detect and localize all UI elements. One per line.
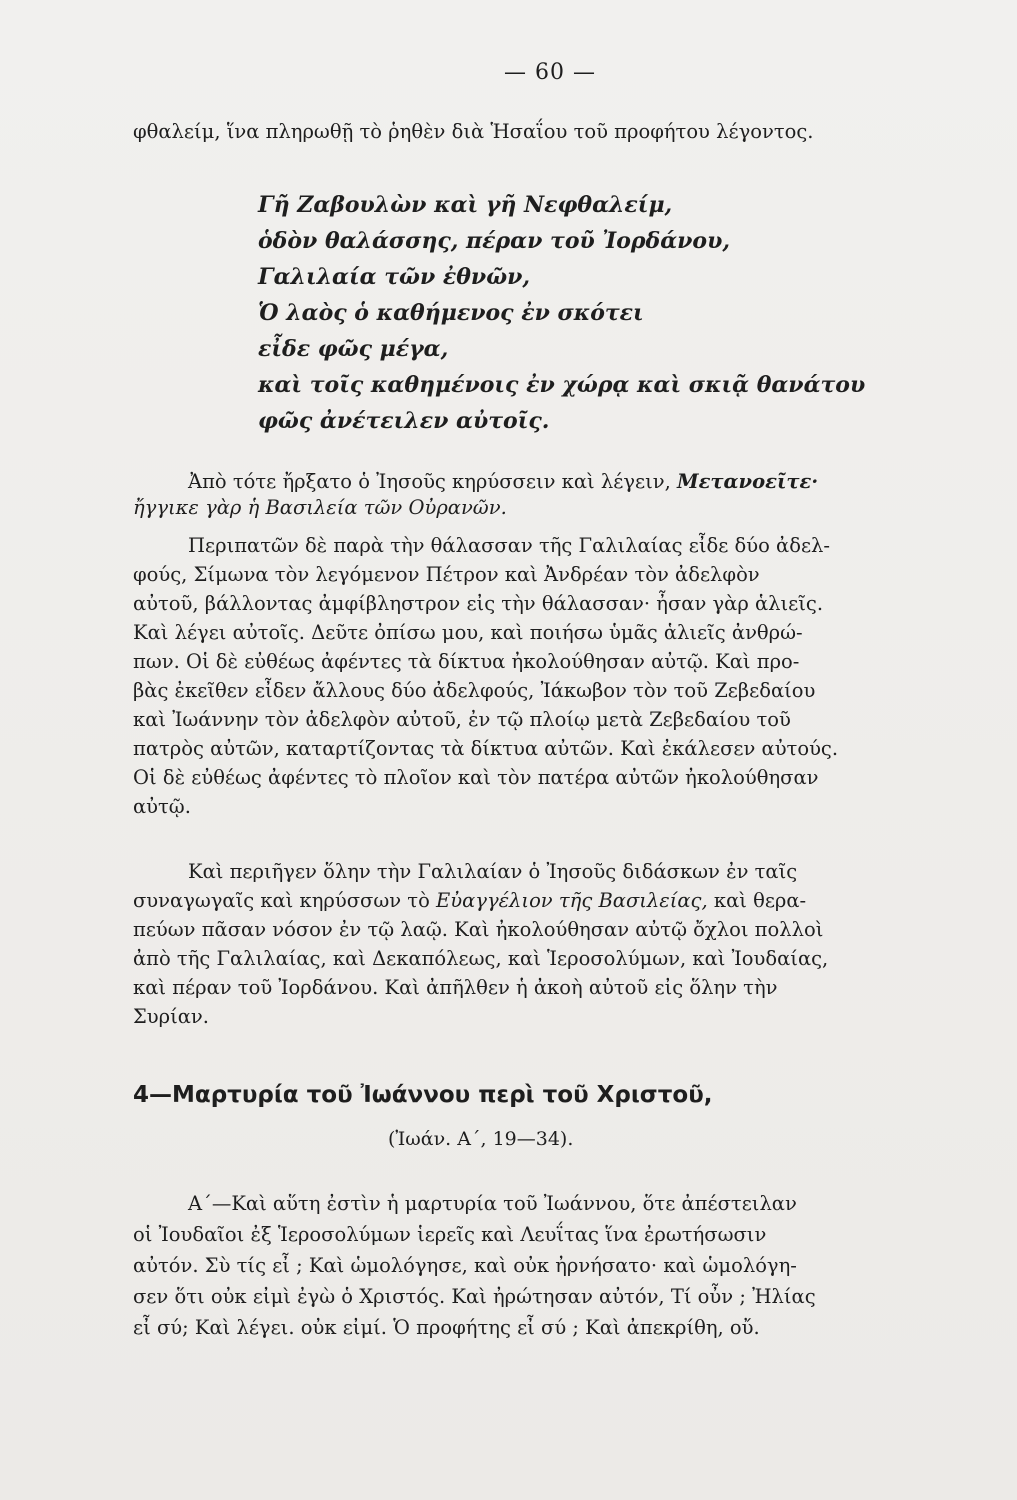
verse-line: εἶδε φῶς μέγα, xyxy=(258,336,449,362)
text-line: βὰς ἐκεῖθεν εἶδεν ἄλλους δύο ἀδελφούς, Ἰάκωβον τὸν τοῦ Ζεβεδαίου xyxy=(133,679,816,702)
verse-line: καὶ τοῖς καθημένοις ἐν χώρᾳ καὶ σκιᾷ θανάτου xyxy=(258,372,866,398)
text-line: σεν ὅτι οὐκ εἰμὶ ἐγὼ ὁ Χριστός. Καὶ ἠρώτησαν αὐτόν, Τί οὖν ; Ἠλίας xyxy=(133,1285,816,1308)
opening-line: φθαλείμ, ἵνα πληρωθῇ τὸ ῥηθὲν διὰ Ἡσαΐου τοῦ προφήτου λέγοντος. xyxy=(133,120,814,143)
verse-line: φῶς ἀνέτειλεν αὐτοῖς. xyxy=(258,408,550,434)
repent-word: Μετανοεῖτε· xyxy=(676,470,819,493)
verse-line: Γαλιλαία τῶν ἐθνῶν, xyxy=(258,264,531,290)
text-line: αὐτόν. Σὺ τίς εἶ ; Καὶ ὡμολόγησε, καὶ οὐκ ἠρνήσατο· καὶ ὡμολόγη- xyxy=(133,1254,797,1277)
text-line: πων. Οἱ δὲ εὐθέως ἀφέντες τὰ δίκτυα ἠκολούθησαν αὐτῷ. Καὶ προ- xyxy=(133,650,800,673)
text-line: αὐτῷ. xyxy=(133,795,191,818)
text-line: Α΄—Καὶ αὕτη ἐστὶν ἡ μαρτυρία τοῦ Ἰωάννου, ὅτε ἀπέστειλαν xyxy=(188,1192,797,1215)
text-line: Περιπατῶν δὲ παρὰ τὴν θάλασσαν τῆς Γαλιλαίας εἶδε δύο ἀδελ- xyxy=(188,534,830,557)
text-line: Οἱ δὲ εὐθέως ἀφέντες τὸ πλοῖον καὶ τὸν πατέρα αὐτῶν ἠκολούθησαν xyxy=(133,766,819,789)
text-line: εἶ σύ; Καὶ λέγει. οὐκ εἰμί. Ὁ προφήτης εἶ σύ ; Καὶ ἀπεκρίθη, οὔ. xyxy=(133,1316,760,1339)
text-line: ἀπὸ τῆς Γαλιλαίας, καὶ Δεκαπόλεως, καὶ Ἱεροσολύμων, καὶ Ἰουδαίας, xyxy=(133,947,829,970)
section-reference: (Ἰωάν. Α΄, 19—34). xyxy=(388,1128,574,1150)
text-line: οἱ Ἰουδαῖοι ἐξ Ἱεροσολύμων ἱερεῖς καὶ Λευΐτας ἵνα ἐρωτήσωσιν xyxy=(133,1223,767,1246)
text-line: φούς, Σίμωνα τὸν λεγόμενον Πέτρον καὶ Ἀνδρέαν τὸν ἀδελφὸν xyxy=(133,563,760,586)
text-line: αὐτοῦ, βάλλοντας ἀμφίβληστρον εἰς τὴν θάλασσαν· ἦσαν γὰρ ἁλιεῖς. xyxy=(133,592,824,615)
text-line: Καὶ λέγει αὐτοῖς. Δεῦτε ὀπίσω μου, καὶ ποιήσω ὑμᾶς ἁλιεῖς ἀνθρώ- xyxy=(133,621,803,644)
text-line: καὶ πέραν τοῦ Ἰορδάνου. Καὶ ἀπῆλθεν ἡ ἀκοὴ αὐτοῦ εἰς ὅλην τὴν xyxy=(133,976,778,999)
preaching-text: Ἀπὸ τότε ἤρξατο ὁ Ἰησοῦς κηρύσσειν καὶ λέγειν, xyxy=(188,470,671,493)
section-heading: 4—Μαρτυρία τοῦ Ἰωάννου περὶ τοῦ Χριστοῦ, xyxy=(133,1082,713,1108)
verse-line: Γῆ Ζαβουλὼν καὶ γῆ Νεφθαλείμ, xyxy=(258,192,673,218)
text-line: πεύων πᾶσαν νόσον ἐν τῷ λαῷ. Καὶ ἠκολούθησαν αὐτῷ ὄχλοι πολλοὶ xyxy=(133,918,824,941)
gospel-of-kingdom: Εὐαγγέλιον τῆς Βασιλείας, xyxy=(436,889,708,912)
verse-line: ὁδὸν θαλάσσης, πέραν τοῦ Ἰορδάνου, xyxy=(258,228,731,254)
text-line: πατρὸς αὐτῶν, καταρτίζοντας τὰ δίκτυα αὐτῶν. Καὶ ἐκάλεσεν αὐτούς. xyxy=(133,737,839,760)
text-line: καὶ Ἰωάννην τὸν ἀδελφὸν αὐτοῦ, ἐν τῷ πλοίῳ μετὰ Ζεβεδαίου τοῦ xyxy=(133,708,791,731)
preaching-line-2: ἤγγικε γὰρ ἡ Βασιλεία τῶν Οὐρανῶν. xyxy=(133,496,507,519)
page-number: — 60 — xyxy=(504,60,596,85)
text-span: καὶ θερα- xyxy=(713,889,807,912)
text-span: συναγωγαῖς καὶ κηρύσσων τὸ xyxy=(133,889,430,912)
text-line: Καὶ περιῆγεν ὅλην τὴν Γαλιλαίαν ὁ Ἰησοῦς διδάσκων ἐν ταῖς xyxy=(188,860,798,883)
verse-line: Ὁ λαὸς ὁ καθήμενος ἐν σκότει xyxy=(258,300,644,326)
text-line: Συρίαν. xyxy=(133,1005,209,1028)
